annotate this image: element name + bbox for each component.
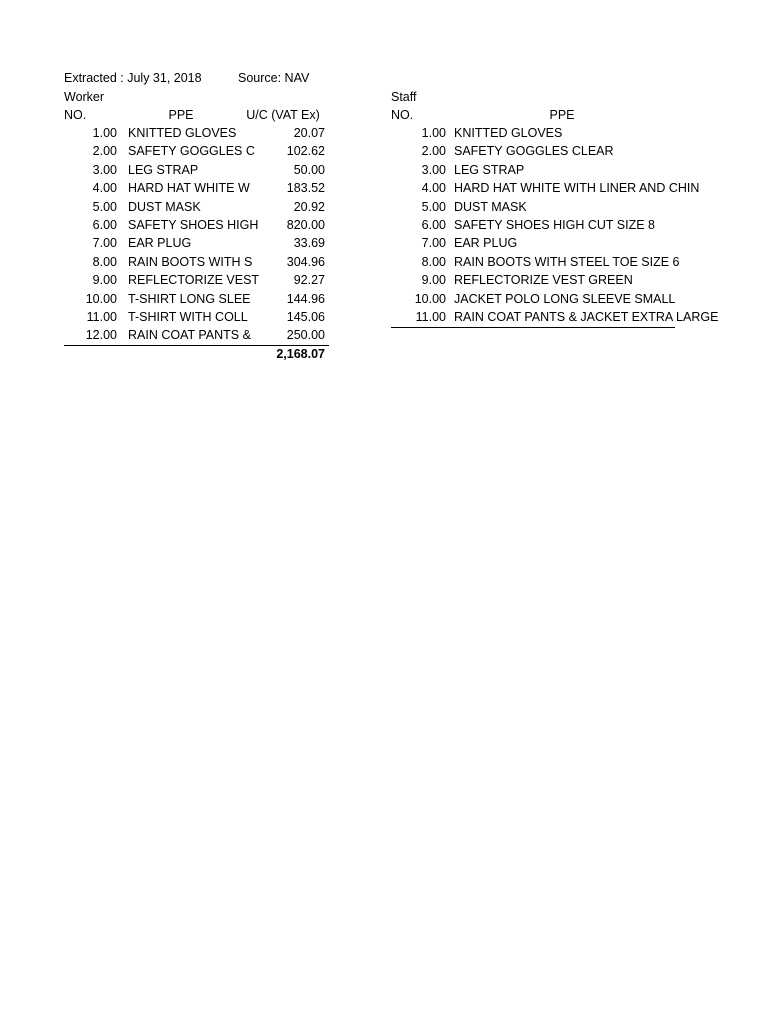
worker-row-uc: 20.92 xyxy=(293,199,325,214)
staff-row-ppe: SAFETY GOGGLES CLEAR xyxy=(454,144,614,159)
staff-row-ppe: RAIN COAT PANTS & JACKET EXTRA LARGE xyxy=(454,310,719,324)
worker-row-no: 5.00 xyxy=(92,199,117,214)
staff-row-ppe: SAFETY SHOES HIGH CUT SIZE 8 xyxy=(454,218,655,232)
worker-row-no: 8.00 xyxy=(92,254,117,269)
source-label: Source: NAV xyxy=(238,71,310,85)
worker-row-uc: 50.00 xyxy=(293,162,325,177)
staff-row-no: 7.00 xyxy=(421,236,446,251)
worker-col-ppe: PPE xyxy=(168,108,194,122)
staff-total-rule xyxy=(391,327,675,328)
staff-row-no: 11.00 xyxy=(415,310,446,324)
staff-col-no: NO. xyxy=(391,108,414,122)
worker-row-ppe: SAFETY GOGGLES C xyxy=(128,144,255,159)
worker-total: 2,168.07 xyxy=(276,347,325,361)
staff-row-ppe: HARD HAT WHITE WITH LINER AND CHIN xyxy=(454,181,700,196)
worker-row-no: 1.00 xyxy=(92,126,117,140)
staff-row-ppe: KNITTED GLOVES xyxy=(454,126,563,140)
worker-row-no: 7.00 xyxy=(92,236,117,251)
worker-row-no: 12.00 xyxy=(85,328,117,343)
worker-row-ppe: REFLECTORIZE VEST xyxy=(128,273,260,288)
worker-row-uc: 250.00 xyxy=(286,328,325,343)
worker-col-no: NO. xyxy=(64,108,87,122)
staff-row-no: 8.00 xyxy=(421,254,446,269)
worker-row-ppe: RAIN BOOTS WITH S xyxy=(128,254,253,269)
worker-row-ppe: RAIN COAT PANTS & xyxy=(128,328,251,343)
staff-row-ppe: LEG STRAP xyxy=(454,162,525,177)
worker-row-ppe: DUST MASK xyxy=(128,199,201,214)
staff-row-no: 4.00 xyxy=(421,181,446,196)
staff-row-ppe: DUST MASK xyxy=(454,199,527,214)
worker-row-ppe: T-SHIRT LONG SLEE xyxy=(128,291,251,306)
staff-row-no: 5.00 xyxy=(421,199,446,214)
worker-row-uc: 33.69 xyxy=(293,236,325,251)
staff-row-ppe: EAR PLUG xyxy=(454,236,518,251)
worker-row-uc: 20.07 xyxy=(293,126,325,140)
staff-row-no: 10.00 xyxy=(414,291,446,306)
staff-row-no: 2.00 xyxy=(421,144,446,159)
staff-row-ppe: RAIN BOOTS WITH STEEL TOE SIZE 6 xyxy=(454,254,680,269)
worker-row-ppe: KNITTED GLOVES xyxy=(128,126,237,140)
worker-row-no: 3.00 xyxy=(92,162,117,177)
worker-row-uc: 304.96 xyxy=(286,254,325,269)
staff-col-ppe: PPE xyxy=(549,108,575,122)
staff-row-no: 1.00 xyxy=(421,126,446,140)
worker-row-uc: 145.06 xyxy=(286,310,325,324)
worker-row-no: 6.00 xyxy=(92,218,117,232)
worker-section-title: Worker xyxy=(64,90,105,104)
worker-row-no: 2.00 xyxy=(92,144,117,159)
worker-col-uc: U/C (VAT Ex) xyxy=(246,108,320,122)
staff-row-no: 9.00 xyxy=(421,273,446,288)
worker-row-no: 9.00 xyxy=(92,273,117,288)
staff-row-no: 3.00 xyxy=(421,162,446,177)
worker-row-uc: 102.62 xyxy=(286,144,325,159)
worker-row-ppe: LEG STRAP xyxy=(128,162,199,177)
worker-row-ppe: EAR PLUG xyxy=(128,236,192,251)
worker-row-no: 11.00 xyxy=(86,310,117,324)
staff-row-ppe: REFLECTORIZE VEST GREEN xyxy=(454,273,633,288)
worker-row-ppe: HARD HAT WHITE W xyxy=(128,181,250,196)
worker-row-uc: 92.27 xyxy=(293,273,325,288)
worker-row-uc: 820.00 xyxy=(286,218,325,232)
worker-row-ppe: SAFETY SHOES HIGH xyxy=(128,218,259,232)
worker-row-uc: 144.96 xyxy=(286,291,325,306)
staff-row-ppe: JACKET POLO LONG SLEEVE SMALL xyxy=(454,291,676,306)
worker-row-uc: 183.52 xyxy=(286,181,325,196)
worker-row-ppe: T-SHIRT WITH COLL xyxy=(128,310,248,324)
worker-row-no: 10.00 xyxy=(85,291,117,306)
staff-row-no: 6.00 xyxy=(421,218,446,232)
staff-section-title: Staff xyxy=(391,90,417,104)
extracted-date: Extracted : July 31, 2018 xyxy=(64,71,202,85)
worker-row-no: 4.00 xyxy=(92,181,117,196)
